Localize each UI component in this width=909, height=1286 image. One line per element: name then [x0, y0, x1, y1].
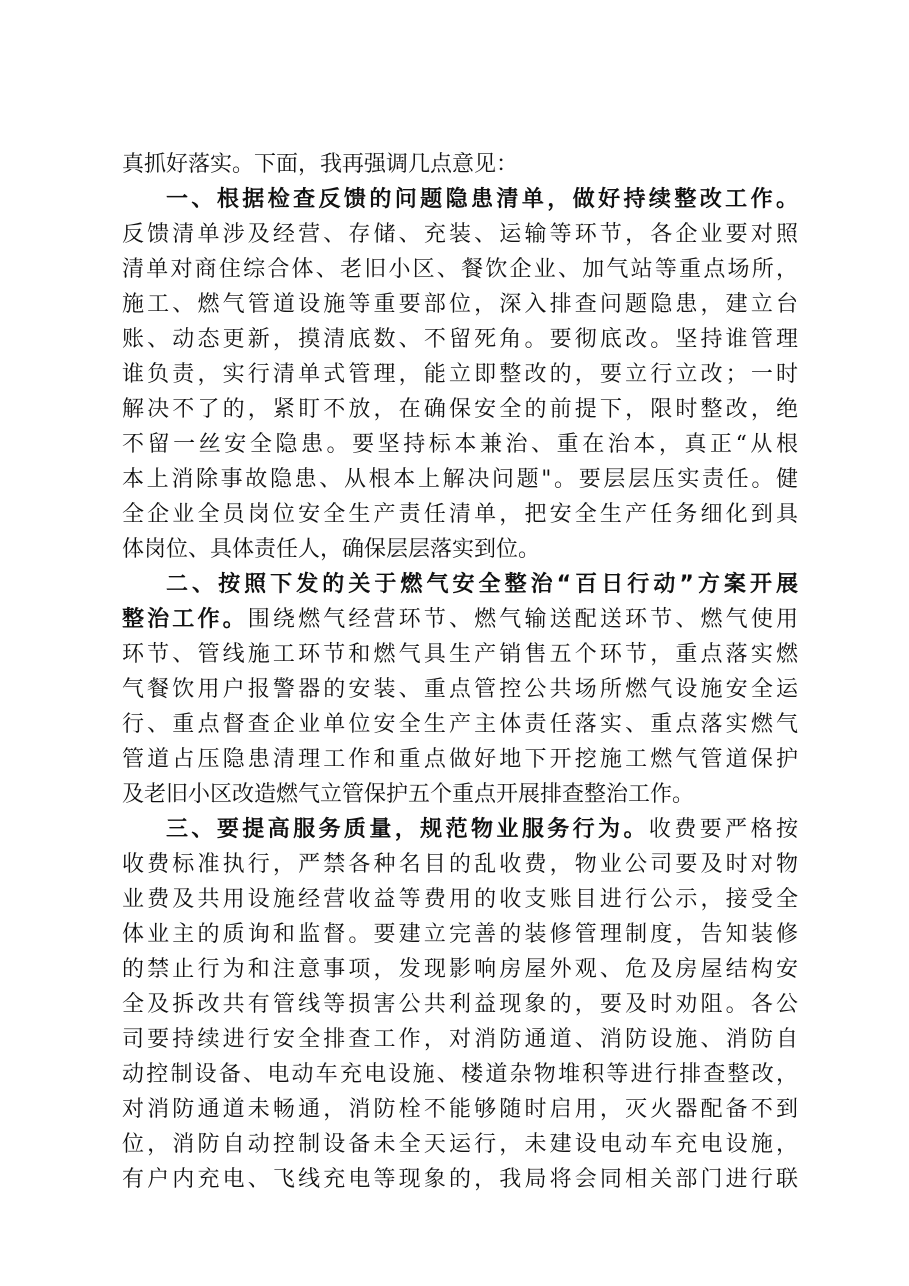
paragraph-line: 有户内充电、飞线充电等现象的，我局将会同相关部门进行联 — [122, 1167, 798, 1192]
section-1-heading: 一、根据检查反馈的问题隐患清单，做好持续整改工作。 — [166, 187, 798, 212]
paragraph-line: 施工、燃气管道设施等重要部位，深入排查问题隐患，建立台 — [122, 292, 798, 317]
paragraph-line: 体岗位、具体责任人，确保层层落实到位。 — [122, 537, 541, 562]
section-3-heading: 三、要提高服务质量，规范物业服务行为。 — [166, 817, 649, 842]
paragraph-line: 及老旧小区改造燃气立管保护五个重点开展排查整治工作。 — [122, 782, 695, 807]
paragraph-line: 对消防通道未畅通，消防栓不能够随时启用，灭火器配备不到 — [122, 1097, 798, 1122]
paragraph-line: 收费标准执行，严禁各种名目的乱收费，物业公司要及时对物 — [122, 852, 798, 877]
paragraph-line: 谁负责，实行清单式管理，能立即整改的，要立行立改；一时 — [122, 362, 798, 387]
intro-line: 真抓好落实。下面，我再强调几点意见： — [122, 152, 519, 177]
paragraph-line: 环节、管线施工环节和燃气具生产销售五个环节，重点落实燃 — [122, 642, 798, 667]
paragraph-line: 管道占压隐患清理工作和重点做好地下开挖施工燃气管道保护 — [122, 747, 798, 772]
paragraph-line: 不留一丝安全隐患。要坚持标本兼治、重在治本，真正“从根 — [122, 432, 798, 457]
paragraph-line: 行、重点督查企业单位安全生产主体责任落实、重点落实燃气 — [122, 712, 798, 737]
paragraph-line: 反馈清单涉及经营、存储、充装、运输等环节，各企业要对照 — [122, 222, 798, 247]
paragraph-line: 体业主的质询和监督。要建立完善的装修管理制度，告知装修 — [122, 922, 798, 947]
section-2-heading-continued — [122, 602, 798, 637]
paragraph-line: 的禁止行为和注意事项，发现影响房屋外观、危及房屋结构安 — [122, 957, 798, 982]
paragraph-line: 解决不了的，紧盯不放，在确保安全的前提下，限时整改，绝 — [122, 397, 798, 422]
paragraph-line: 动控制设备、电动车充电设施、楼道杂物堆积等进行排查整改， — [122, 1062, 798, 1087]
paragraph-line: 本上消除事故隐患、从根本上解决问题"。要层层压实责任。健 — [122, 467, 798, 492]
section-2-heading: 二、按照下发的关于燃气安全整治“百日行动”方案开展 — [166, 572, 798, 597]
paragraph-line: 全企业全员岗位安全生产责任清单，把安全生产任务细化到具 — [122, 502, 798, 527]
section-3-heading-line — [122, 812, 798, 847]
paragraph-text: 围绕燃气经营环节、燃气输送配送环节、燃气使用 — [247, 607, 798, 632]
paragraph-line: 司要持续进行安全排查工作，对消防通道、消防设施、消防自 — [122, 1027, 798, 1052]
paragraph-line: 清单对商住综合体、老旧小区、餐饮企业、加气站等重点场所， — [122, 257, 798, 282]
paragraph-line: 位，消防自动控制设备未全天运行，未建设电动车充电设施， — [122, 1132, 798, 1157]
document-page — [122, 147, 798, 1197]
paragraph-line: 全及拆改共有管线等损害公共利益现象的，要及时劝阻。各公 — [122, 992, 798, 1017]
paragraph-text: 收费要严格按 — [648, 817, 798, 842]
paragraph-line: 业费及共用设施经营收益等费用的收支账目进行公示，接受全 — [122, 887, 798, 912]
paragraph-line: 气餐饮用户报警器的安装、重点管控公共场所燃气设施安全运 — [122, 677, 798, 702]
section-2-heading-tail: 整治工作。 — [122, 607, 248, 632]
paragraph-line: 账、动态更新，摸清底数、不留死角。要彻底改。坚持谁管理 — [122, 327, 798, 352]
